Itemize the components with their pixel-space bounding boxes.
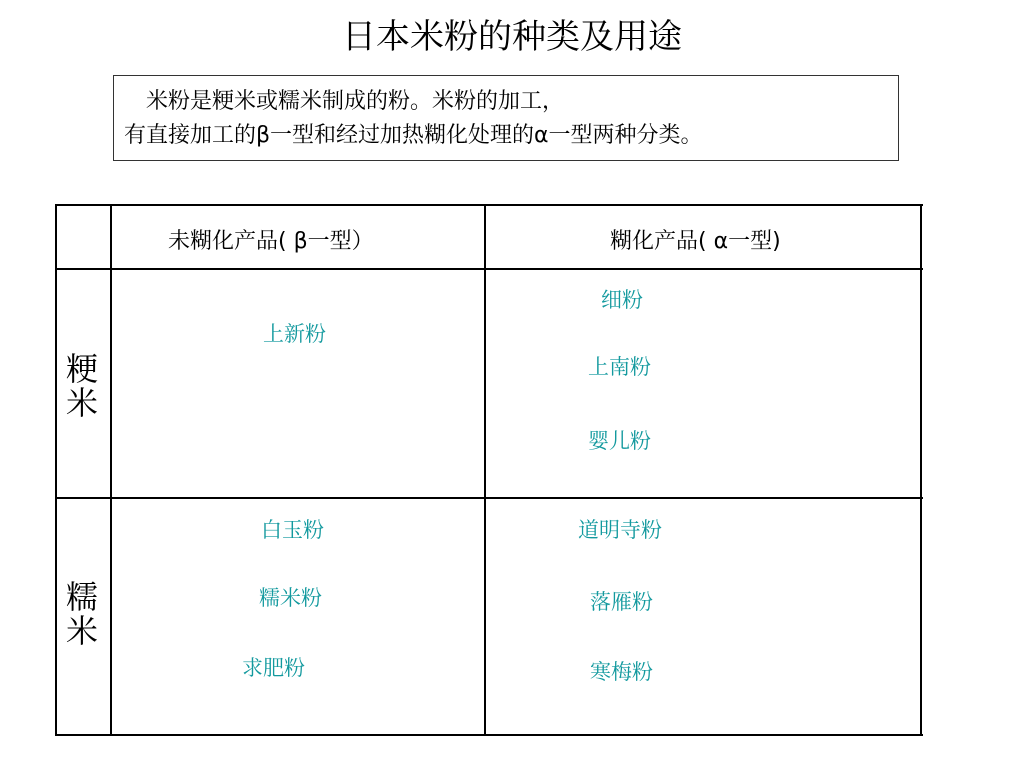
row-label-japonica-char2: 米 xyxy=(65,384,98,422)
intro-line-1: 米粉是粳米或糯米制成的粉。米粉的加工， xyxy=(146,89,565,114)
table-divider-header xyxy=(55,268,923,270)
list-item: 落雁粉 xyxy=(590,590,653,614)
table-border-top xyxy=(55,204,923,206)
row-label-japonica-char1: 粳 xyxy=(65,350,98,388)
row-label-japonica xyxy=(62,352,102,420)
list-item: 道明寺粉 xyxy=(578,518,662,542)
page-title: 日本米粉的种类及用途 xyxy=(342,17,682,57)
list-item: 白玉粉 xyxy=(261,518,324,542)
row-label-glutinous-char1: 糯 xyxy=(65,578,98,616)
table-divider-rows xyxy=(55,497,923,499)
row-label-glutinous xyxy=(62,580,102,648)
table-divider-columns xyxy=(484,204,486,736)
list-item: 上新粉 xyxy=(263,322,326,346)
list-item: 婴儿粉 xyxy=(588,429,651,453)
table-divider-label xyxy=(110,204,112,736)
header-alpha: 糊化产品( α一型) xyxy=(610,229,781,254)
intro-box xyxy=(113,75,899,161)
list-item: 求肥粉 xyxy=(242,656,305,680)
list-item: 上南粉 xyxy=(588,355,651,379)
intro-line-2: 有直接加工的β一型和经过加热糊化处理的α一型两种分类。 xyxy=(124,123,703,148)
header-beta: 未糊化产品( β一型） xyxy=(168,229,374,254)
list-item: 糯米粉 xyxy=(259,586,322,610)
row-label-glutinous-char2: 米 xyxy=(65,612,98,650)
table-border-left xyxy=(55,204,57,736)
table-border-bottom xyxy=(55,734,923,736)
list-item: 寒梅粉 xyxy=(590,660,653,684)
table-border-right xyxy=(920,204,922,736)
list-item: 细粉 xyxy=(601,288,643,312)
